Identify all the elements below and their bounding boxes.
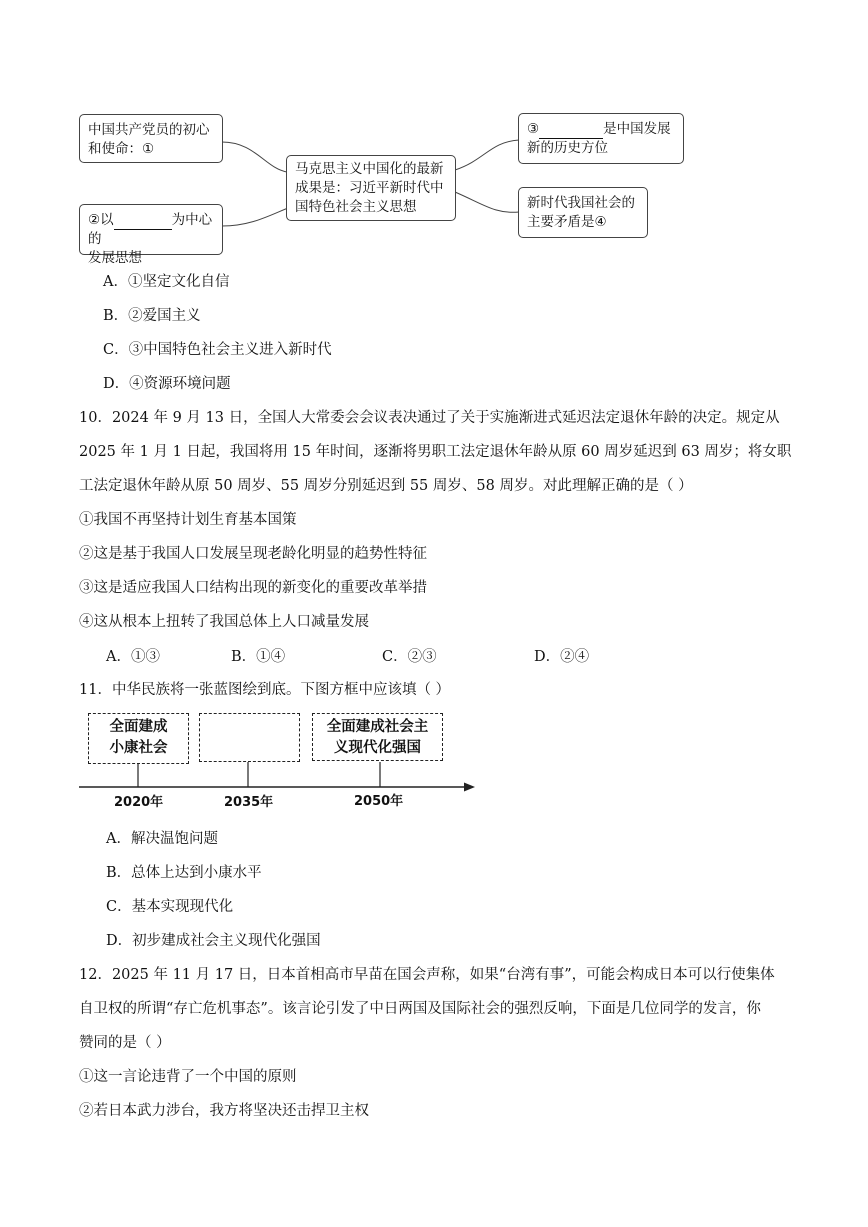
statement: ②这是基于我国人口发展呈现老龄化明显的趋势性特征 [79,546,427,562]
question-stem: 11．中华民族将一张蓝图绘到底。下图方框中应该填（ ） [79,682,451,698]
answer-blank [114,213,172,230]
mindmap-node-development [79,204,223,266]
mindmap-node-position [518,113,684,164]
node-text: 是中国发展 [603,121,671,137]
timeline-box-2035-empty [199,713,300,762]
timeline-box-2020 [88,713,189,764]
statement: ④这从根本上扭转了我国总体上人口减量发展 [79,614,369,630]
option-d: D．初步建成社会主义现代化强国 [106,933,321,949]
timeline-box-2050 [312,713,443,761]
question-stem: 工法定退休年龄从原 50 周岁、55 周岁分别延迟到 55 周岁、58 周岁。对此理解正确的是（ ） [79,478,693,494]
statement: ③这是适应我国人口结构出现的新变化的重要改革举措 [79,580,427,596]
option-a: A．解决温饱问题 [106,831,218,847]
statement: ①这一言论违背了一个中国的原则 [79,1069,297,1085]
option-d: D．②④ [534,649,590,665]
box-text: 全面建成社会主 [326,719,429,735]
question-stem: 12．2025 年 11 月 17 日，日本首相高市早苗在国会声称，如果“台湾有事”，可能会构成日本可以行使集体 [79,967,775,983]
node-text: ②以 [88,212,114,228]
option-b: B．总体上达到小康水平 [106,865,262,881]
question-stem: 2025 年 1 月 1 日起，我国将用 15 年时间，逐渐将男职工法定退休年龄从原 60 周岁延迟到 63 周岁；将女职 [79,444,792,460]
node-text: 中国共产党员的初心 [88,122,210,138]
question-stem: 自卫权的所谓“存亡危机事态”。该言论引发了中日两国及国际社会的强烈反响，下面是几位同学的发言，你 [79,1001,761,1017]
statement: ①我国不再坚持计划生育基本国策 [79,512,297,528]
box-text: 小康社会 [109,740,168,756]
question-stem: 10．2024 年 9 月 13 日，全国人大常委会会议表决通过了关于实施渐进式延迟法定退休年龄的决定。规定从 [79,410,780,426]
node-text: ③ [527,121,540,137]
node-text: 国特色社会主义思想 [295,199,417,215]
node-text: 和使命：① [88,141,155,157]
option-c: C．基本实现现代化 [106,899,234,915]
mindmap-node-mission [79,114,223,163]
option-b: B．②爱国主义 [103,308,201,324]
option-a: A．①③ [106,649,160,665]
box-text: 全面建成 [109,719,168,735]
mindmap-node-center [286,155,456,221]
question-stem: 赞同的是（ ） [79,1035,171,1051]
node-text: 发展思想 [88,250,142,266]
year-label-2035: 2035年 [224,795,274,810]
node-text: 主要矛盾是④ [527,214,607,230]
mindmap-node-contradiction [518,187,648,238]
node-text: 新的历史方位 [527,140,608,156]
option-c: C．②③ [382,649,437,665]
option-c: C．③中国特色社会主义进入新时代 [103,342,332,358]
option-a: A．①坚定文化自信 [103,274,230,290]
node-text: 马克思主义中国化的最新 [295,161,444,177]
node-text: 新时代我国社会的 [527,195,635,211]
year-label-2050: 2050年 [354,794,404,809]
option-d: D．④资源环境问题 [103,376,231,392]
node-text: 成果是：习近平新时代中 [295,180,444,196]
answer-blank [539,122,603,139]
box-text: 义现代化强国 [334,740,421,756]
year-label-2020: 2020年 [114,795,164,810]
node-text: 为中心的 [88,212,213,247]
statement: ②若日本武力涉台，我方将坚决还击捍卫主权 [79,1103,369,1119]
option-b: B．①④ [231,649,286,665]
